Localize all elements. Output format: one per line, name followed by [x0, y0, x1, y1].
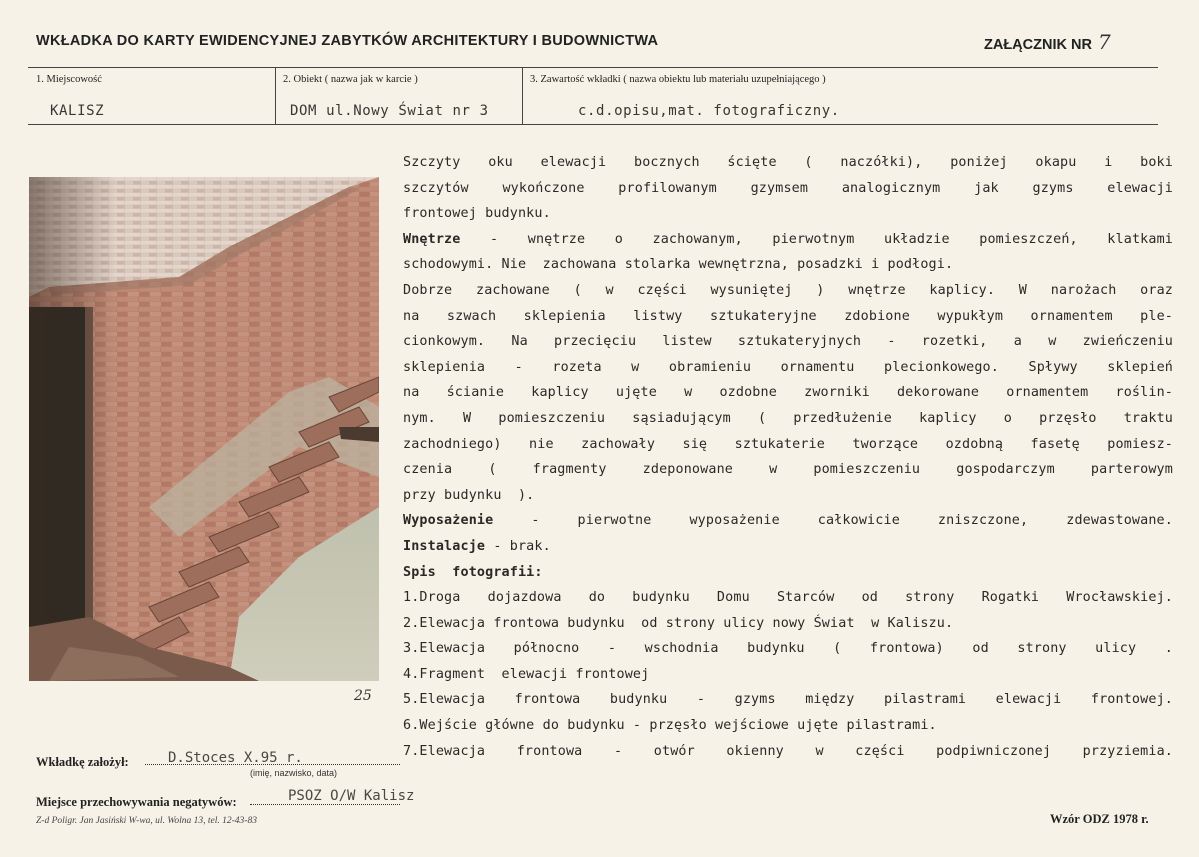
description-line: [403, 355, 1173, 381]
attachment-number: 7: [1097, 30, 1111, 54]
description-line-text: 1.Droga dojazdowa do budynku Domu Starców od strony Rogatki Wrocławskiej.: [403, 590, 1173, 606]
field-divider: [275, 67, 276, 124]
description-line-text: 3.Elewacja północno - wschodnia budynku ( frontowa) od strony ulicy .: [403, 641, 1173, 657]
description-line-text: 7.Elewacja frontowa - otwór okienny w części podpiwniczonej przyziemia.: [403, 743, 1173, 759]
description-line: [403, 508, 1173, 534]
description-line: [403, 687, 1173, 713]
description-heading: Wyposażenie: [403, 513, 494, 529]
description-line: [403, 304, 1173, 330]
negatives-label: Miejsce przechowywania negatywów:: [36, 795, 237, 809]
attachment-number-label: [984, 30, 1111, 54]
field-divider: [522, 67, 523, 124]
description-line: [403, 201, 1173, 227]
description-line-text: - wnętrze o zachowanym, pierwotnym układzie pomieszczeń, klatkami: [460, 231, 1173, 247]
description-line-text: frontowej budynku.: [403, 206, 551, 222]
field-label-locality: 1. Miejscowość: [36, 74, 102, 85]
description-heading: Wnętrze: [403, 231, 461, 247]
field-value-object: DOM ul.Nowy Świat nr 3: [290, 103, 489, 119]
description-line: [403, 227, 1173, 253]
description-line: [403, 585, 1173, 611]
card-title: WKŁADKA DO KARTY EWIDENCYJNEJ ZABYTKÓW ARCHITEKTURY I BUDOWNICTWA: [36, 33, 659, 49]
founder-hint: (imię, nazwisko, data): [250, 768, 338, 778]
photo-number: 25: [354, 688, 372, 704]
header-rule-top: [28, 67, 1158, 68]
staircase-photo-drawing: [29, 177, 379, 681]
description-line: [403, 636, 1173, 662]
description-text: [403, 150, 1173, 764]
staircase-photo: [29, 177, 379, 681]
description-heading: Instalacje: [403, 538, 486, 554]
negatives-value: PSOZ O/W Kalisz: [288, 788, 415, 804]
description-line: [403, 534, 1173, 560]
printer-imprint: Z-d Poligr. Jan Jasiński W-wa, ul. Wolna 13, tel. 12-43-83: [36, 816, 257, 826]
founder-label: Wkładkę założył:: [36, 755, 129, 769]
founder-value: D.Stoces X.95 r.: [168, 750, 303, 766]
description-heading: Spis fotografii:: [403, 564, 543, 580]
description-line-text: Szczyty oku elewacji bocznych ścięte ( naczółki), poniżej okapu i boki: [403, 155, 1173, 170]
description-line-text: 4.Fragment elewacji frontowej: [403, 666, 650, 682]
field-label-object: 2. Obiekt ( nazwa jak w karcie ): [283, 74, 418, 85]
attachment-label: ZAŁĄCZNIK NR: [984, 37, 1092, 53]
description-line: [403, 432, 1173, 458]
description-line-text: 5.Elewacja frontowa budynku - gzyms między pilastrami elewacji frontowej.: [403, 692, 1173, 708]
description-line: [403, 150, 1173, 176]
description-line: [403, 611, 1173, 637]
description-line-text: Dobrze zachowane ( w części wysuniętej ) wnętrze kaplicy. W narożach oraz: [403, 282, 1173, 298]
description-line-text: przy budynku ).: [403, 487, 535, 503]
description-line: [403, 483, 1173, 509]
description-line: [403, 329, 1173, 355]
description-line-text: 2.Elewacja frontowa budynku od strony ulicy nowy Świat w Kaliszu.: [403, 615, 954, 631]
description-line: [403, 560, 1173, 586]
description-line: [403, 278, 1173, 304]
description-line: [403, 739, 1173, 765]
description-line-text: cionkowym. Na przecięciu listew sztukateryjnych - rozetki, a w zwieńczeniu: [403, 334, 1173, 350]
description-line: [403, 176, 1173, 202]
description-line-text: nym. W pomieszczeniu sąsiadującym ( przedłużenie kaplicy o przęsło traktu: [403, 410, 1173, 426]
description-line-text: 6.Wejście główne do budynku - przęsło wejściowe ujęte pilastrami.: [403, 718, 937, 734]
description-line: [403, 380, 1173, 406]
description-line-text: na szwach sklepienia listwy sztukateryjne zdobione wypukłym ornamentem ple-: [403, 308, 1173, 324]
description-line: [403, 252, 1173, 278]
description-line-text: - pierwotne wyposażenie całkowicie zniszczone, zdewastowane.: [493, 513, 1173, 529]
description-line-text: zachodniego) nie zachowały się sztukaterie tworzące ozdobną fasetę pomiesz-: [403, 436, 1173, 452]
header-rule-bottom: [28, 124, 1158, 125]
description-line-text: na ścianie kaplicy ujęte w ozdobne zworniki dekorowane ornamentem roślin-: [403, 385, 1173, 401]
description-line-text: sklepienia - rozeta w obramieniu ornamentu plecionkowego. Spływy sklepień: [403, 359, 1173, 375]
description-line: [403, 662, 1173, 688]
field-value-content: c.d.opisu,mat. fotograficzny.: [578, 103, 840, 119]
description-line: [403, 406, 1173, 432]
description-line: [403, 457, 1173, 483]
description-line-text: czenia ( fragmenty zdeponowane w pomieszczeniu gospodarczym parterowym: [403, 462, 1173, 478]
field-label-content: 3. Zawartość wkładki ( nazwa obiektu lub materiału uzupełniającego ): [530, 74, 826, 85]
description-line-text: schodowymi. Nie zachowana stolarka wewnętrzna, posadzki i podłogi.: [403, 257, 954, 273]
description-line-text: - brak.: [485, 538, 551, 554]
description-line: [403, 713, 1173, 739]
field-value-locality: KALISZ: [50, 103, 105, 119]
form-pattern: Wzór ODZ 1978 r.: [1050, 812, 1149, 826]
negatives-dotted-line: [250, 804, 400, 805]
description-line-text: szczytów wykończone profilowanym gzymsem analogicznym jak gzyms elewacji: [403, 180, 1173, 196]
